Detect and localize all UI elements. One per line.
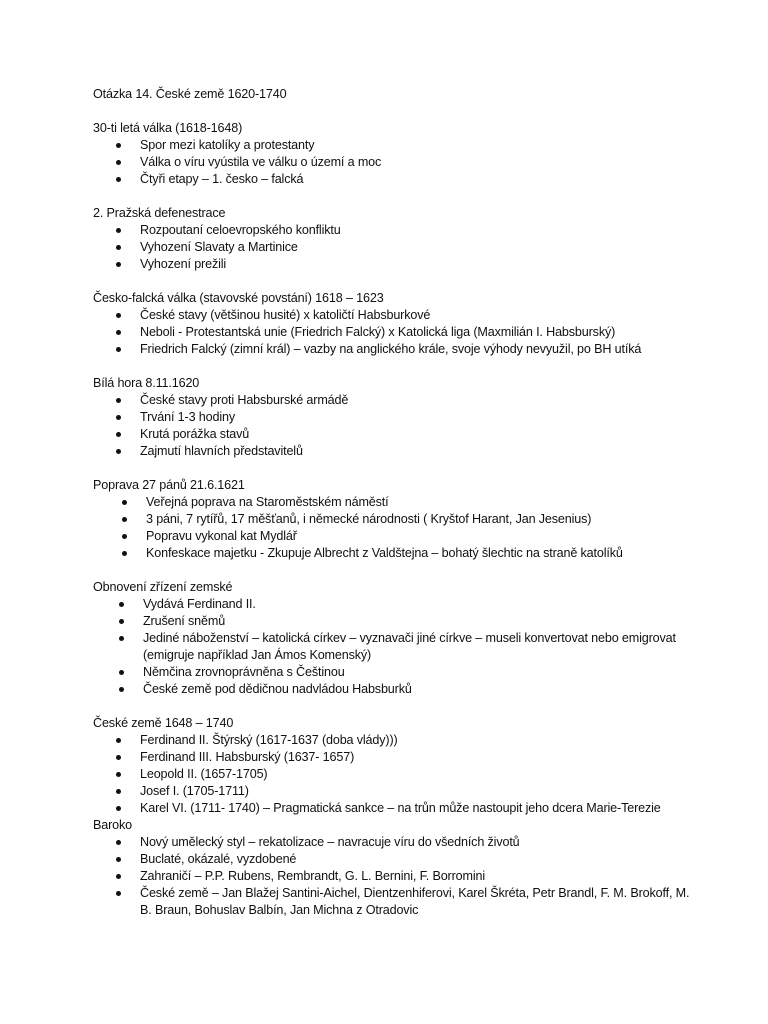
section-heading: Poprava 27 pánů 21.6.1621 — [93, 478, 245, 492]
list-item: Popravu vykonal kat Mydlář — [93, 528, 693, 545]
section-heading: Obnovení zřízení zemské — [93, 580, 233, 594]
list-item: Josef I. (1705-1711) — [93, 783, 693, 800]
list-item: Ferdinand III. Habsburský (1637- 1657) — [93, 749, 693, 766]
list-item: Vyhození Slavaty a Martinice — [93, 239, 693, 256]
bullet-list — [93, 137, 693, 188]
list-item: Konfeskace majetku - Zkupuje Albrecht z Valdštejna – bohatý šlechtic na straně katolíků — [93, 545, 693, 562]
bullet-list — [93, 596, 693, 698]
section-heading: 2. Pražská defenestrace — [93, 206, 226, 220]
section-heading: Baroko — [93, 818, 133, 832]
list-item: České země pod dědičnou nadvládou Habsburků — [93, 681, 693, 698]
bullet-list — [93, 494, 693, 562]
section-heading: České země 1648 – 1740 — [93, 716, 234, 730]
list-item: Trvání 1-3 hodiny — [93, 409, 693, 426]
list-item: Ferdinand II. Štýrský (1617-1637 (doba vlády))) — [93, 732, 693, 749]
bullet-list — [93, 834, 693, 919]
list-item: 3 páni, 7 rytířů, 17 měšťanů, i německé národnosti ( Kryštof Harant, Jan Jesenius) — [93, 511, 693, 528]
section-heading: 30-ti letá válka (1618-1648) — [93, 121, 243, 135]
section-defenestration — [93, 205, 693, 273]
list-item: Leopold II. (1657-1705) — [93, 766, 693, 783]
list-item: České stavy proti Habsburské armádě — [93, 392, 693, 409]
section-renewed-constitution — [93, 579, 693, 698]
section-czech-palatinate-war — [93, 290, 693, 358]
bullet-list — [93, 307, 693, 358]
bullet-list — [93, 222, 693, 273]
section-heading: Česko-falcká válka (stavovské povstání) 1618 – 1623 — [93, 291, 384, 305]
list-item: Veřejná poprava na Staroměstském náměstí — [93, 494, 693, 511]
list-item: Neboli - Protestantská unie (Friedrich Falcký) x Katolická liga (Maxmilián I. Habsburský) — [93, 324, 693, 341]
list-item: Nový umělecký styl – rekatolizace – navracuje víru do všedních životů — [93, 834, 693, 851]
list-item: Němčina zrovnoprávněna s Češtinou — [93, 664, 693, 681]
list-item: Buclaté, okázalé, vyzdobené — [93, 851, 693, 868]
list-item: Vydává Ferdinand II. — [93, 596, 693, 613]
list-item: Zahraničí – P.P. Rubens, Rembrandt, G. L. Bernini, F. Borromini — [93, 868, 693, 885]
list-item: Spor mezi katolíky a protestanty — [93, 137, 693, 154]
section-czech-lands-rulers — [93, 715, 693, 817]
list-item: Krutá porážka stavů — [93, 426, 693, 443]
list-item: Zajmutí hlavních představitelů — [93, 443, 693, 460]
list-item: Friedrich Falcký (zimní král) – vazby na anglického krále, svoje výhody nevyužil, po BH utíká — [93, 341, 693, 358]
section-white-mountain — [93, 375, 693, 460]
section-thirty-years-war — [93, 120, 693, 188]
list-item: Jediné náboženství – katolická církev – vyznavači jiné církve – museli konvertovat nebo emigrovat (emigruje například Jan Ámos Komenský) — [93, 630, 693, 664]
section-heading: Bílá hora 8.11.1620 — [93, 376, 200, 390]
list-item: Vyhození prežili — [93, 256, 693, 273]
list-item: Zrušení sněmů — [93, 613, 693, 630]
list-item: Rozpoutaní celoevropského konfliktu — [93, 222, 693, 239]
list-item: Karel VI. (1711- 1740) – Pragmatická sankce – na trůn může nastoupit jeho dcera Marie-Terezie — [93, 800, 693, 817]
bullet-list — [93, 392, 693, 460]
section-baroque — [93, 817, 693, 919]
bullet-list — [93, 732, 693, 817]
section-execution — [93, 477, 693, 562]
list-item: Válka o víru vyústila ve válku o území a moc — [93, 154, 693, 171]
document-content — [93, 86, 693, 936]
list-item: České země – Jan Blažej Santini-Aichel, Dientzenhiferovi, Karel Škréta, Petr Brandl, F. M. Brokoff, M. B. Braun, Bohuslav Balbín, Jan Michna z Otradovic — [93, 885, 693, 919]
list-item: České stavy (většinou husité) x katoličtí Habsburkové — [93, 307, 693, 324]
document-title: Otázka 14. České země 1620-1740 — [93, 87, 287, 101]
list-item: Čtyři etapy – 1. česko – falcká — [93, 171, 693, 188]
